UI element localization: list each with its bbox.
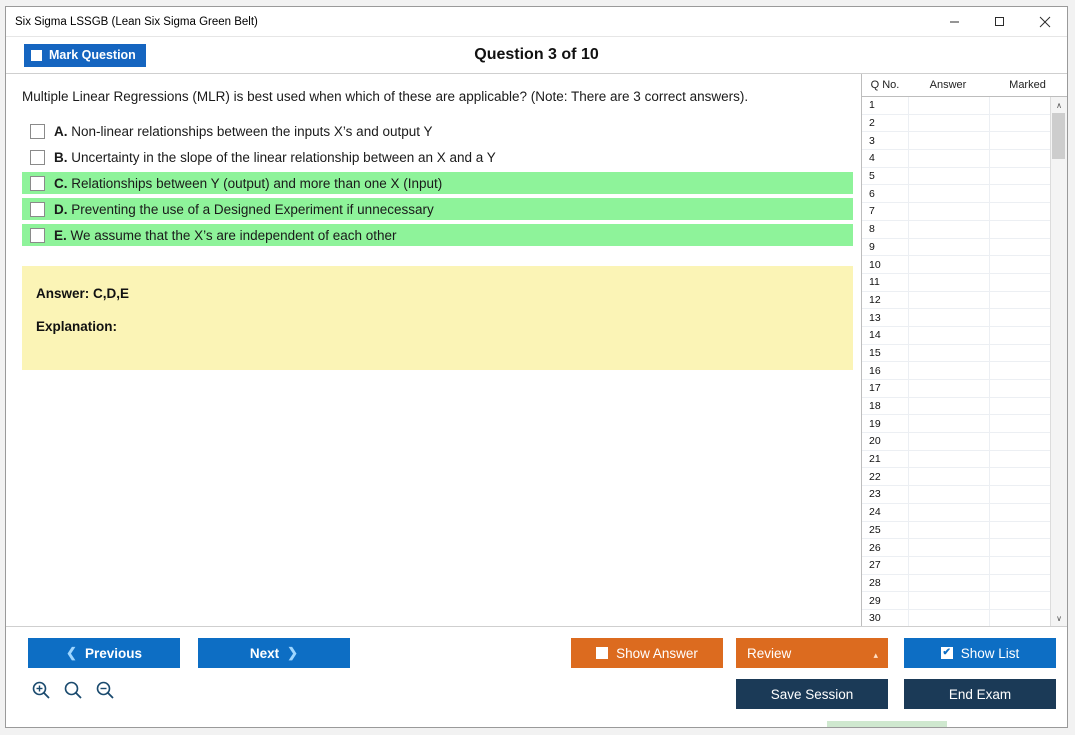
question-list-row[interactable] — [862, 97, 1050, 115]
question-list-row-marked — [989, 486, 1050, 503]
question-list-rows[interactable] — [862, 97, 1050, 626]
question-list-row-number: 25 — [869, 523, 881, 536]
question-list-row-number: 2 — [869, 117, 875, 130]
column-header-qno: Q No. — [870, 79, 900, 91]
question-list-row-answer — [908, 185, 989, 202]
question-list-row-marked — [989, 522, 1050, 539]
question-list-row-number: 26 — [869, 541, 881, 554]
question-list-row-number: 11 — [869, 276, 880, 289]
question-list-row[interactable] — [862, 504, 1050, 522]
question-list-row-number: 15 — [869, 346, 881, 359]
minimize-icon[interactable] — [932, 7, 977, 36]
question-list-row[interactable] — [862, 539, 1050, 557]
question-list-row-answer — [908, 468, 989, 485]
question-list-row-answer — [908, 256, 989, 273]
question-list-row[interactable] — [862, 274, 1050, 292]
option-text-c: Relationships between Y (output) and more than one X (Input) — [71, 175, 443, 191]
question-list-row-marked — [989, 132, 1050, 149]
question-list-row-marked — [989, 592, 1050, 609]
question-list-row-marked — [989, 168, 1050, 185]
show-answer-label: Show Answer — [616, 645, 698, 661]
option-row-c[interactable] — [22, 172, 853, 194]
question-list-row-number: 6 — [869, 187, 875, 200]
question-list-row[interactable] — [862, 185, 1050, 203]
question-list-row[interactable] — [862, 592, 1050, 610]
question-list-row-answer — [908, 610, 989, 626]
question-list-scroll-wrap — [862, 97, 1067, 626]
explanation-label: Explanation: — [36, 319, 118, 335]
options-list — [6, 120, 861, 246]
option-text-a: Non-linear relationships between the inputs X’s and output Y — [71, 123, 433, 139]
question-list-row[interactable] — [862, 203, 1050, 221]
mark-question-button[interactable] — [24, 44, 146, 67]
answer-value: Answer: C,D,E — [36, 286, 130, 302]
end-exam-button[interactable] — [904, 679, 1056, 709]
option-row-d[interactable] — [22, 198, 853, 220]
question-list-row-number: 17 — [869, 382, 881, 395]
option-checkbox-d[interactable] — [30, 202, 45, 217]
zoom-in-icon[interactable] — [30, 679, 52, 701]
title-bar — [6, 7, 1067, 37]
chevron-up-icon: ▴ — [873, 650, 878, 660]
question-list-row-number: 16 — [869, 364, 881, 377]
window-controls — [932, 7, 1067, 36]
question-list-row-marked — [989, 398, 1050, 415]
zoom-out-icon[interactable] — [94, 679, 116, 701]
review-dropdown[interactable] — [736, 638, 888, 668]
question-list-row-marked — [989, 504, 1050, 521]
question-list-row-marked — [989, 415, 1050, 432]
question-list-row-answer — [908, 592, 989, 609]
close-icon[interactable] — [1022, 7, 1067, 36]
question-list-row-number: 27 — [869, 559, 881, 572]
question-list-row-marked — [989, 362, 1050, 379]
previous-button[interactable] — [28, 638, 180, 668]
scrollbar-track[interactable] — [1051, 113, 1067, 610]
question-list-pane — [861, 74, 1067, 626]
question-list-row-number: 22 — [869, 470, 881, 483]
question-list-row-marked — [989, 115, 1050, 132]
question-list-row-number: 3 — [869, 134, 875, 147]
question-list-row-answer — [908, 362, 989, 379]
scrollbar-thumb[interactable] — [1052, 113, 1065, 159]
option-label-a — [54, 124, 433, 139]
question-list-row[interactable] — [862, 486, 1050, 504]
option-letter-c: C. — [54, 175, 68, 191]
question-list-row-marked — [989, 380, 1050, 397]
answer-panel — [22, 266, 853, 370]
column-header-answer: Answer — [929, 79, 967, 91]
question-list-row-answer — [908, 575, 989, 592]
question-list-row-marked — [989, 292, 1050, 309]
header-bar — [6, 37, 1067, 74]
question-list-row-number: 23 — [869, 488, 881, 501]
question-list-row-answer — [908, 327, 989, 344]
question-list-row-number: 24 — [869, 506, 881, 519]
question-list-row-number: 18 — [869, 400, 881, 413]
question-list-row-answer — [908, 433, 989, 450]
question-list-row-answer — [908, 504, 989, 521]
question-list-row[interactable] — [862, 115, 1050, 133]
question-counter-title: Question 3 of 10 — [474, 46, 599, 63]
option-text-b: Uncertainty in the slope of the linear relationship between an X and a Y — [71, 149, 496, 165]
question-list-row-marked — [989, 150, 1050, 167]
question-list-row-marked — [989, 557, 1050, 574]
question-list-row[interactable] — [862, 522, 1050, 540]
option-label-c — [54, 176, 442, 191]
question-list-row[interactable] — [862, 150, 1050, 168]
review-label: Review — [747, 645, 792, 661]
question-list-row-marked — [989, 185, 1050, 202]
question-list-row-number: 14 — [869, 329, 881, 342]
question-list-row[interactable] — [862, 398, 1050, 416]
question-list-row-answer — [908, 203, 989, 220]
question-list-row-answer — [908, 132, 989, 149]
question-list-row-answer — [908, 221, 989, 238]
option-letter-b: B. — [54, 149, 68, 165]
question-list-row[interactable] — [862, 309, 1050, 327]
question-list-row-answer — [908, 451, 989, 468]
question-list-row[interactable] — [862, 345, 1050, 363]
mark-question-label: Mark Question — [49, 48, 136, 62]
question-list-row-answer — [908, 486, 989, 503]
question-list-row-answer — [908, 557, 989, 574]
question-list-row-number: 5 — [869, 170, 875, 183]
question-pane — [6, 74, 861, 626]
body-area — [6, 74, 1067, 626]
question-list-row-marked — [989, 97, 1050, 114]
column-header-marked: Marked — [1009, 79, 1046, 91]
option-checkbox-e[interactable] — [30, 228, 45, 243]
question-list-row[interactable] — [862, 256, 1050, 274]
question-list-row-marked — [989, 309, 1050, 326]
question-list-row-answer — [908, 345, 989, 362]
window-title: Six Sigma LSSGB (Lean Six Sigma Green Belt) — [15, 15, 258, 28]
question-list-row-answer — [908, 115, 989, 132]
question-list-row-answer — [908, 309, 989, 326]
status-strip — [827, 721, 947, 727]
question-list-row-number: 9 — [869, 240, 875, 253]
option-checkbox-b[interactable] — [30, 150, 45, 165]
next-label: Next — [249, 645, 280, 661]
question-list-row-number: 12 — [869, 293, 881, 306]
question-list-header — [862, 74, 1067, 97]
question-list-row-answer — [908, 380, 989, 397]
question-list-row-answer — [908, 168, 989, 185]
next-button[interactable] — [198, 638, 350, 668]
question-list-row-marked — [989, 221, 1050, 238]
question-list-row-answer — [908, 274, 989, 291]
question-list-row[interactable] — [862, 468, 1050, 486]
question-list-scrollbar[interactable] — [1050, 97, 1067, 626]
option-text-d: Preventing the use of a Designed Experiment if unnecessary — [71, 201, 434, 217]
question-list-row-number: 10 — [869, 258, 881, 271]
option-checkbox-c[interactable] — [30, 176, 45, 191]
save-session-button[interactable] — [736, 679, 888, 709]
question-list-row-marked — [989, 433, 1050, 450]
question-list-row-answer — [908, 239, 989, 256]
option-text-e: We assume that the X’s are independent of each other — [70, 227, 397, 243]
question-list-row-answer — [908, 150, 989, 167]
end-exam-label: End Exam — [948, 686, 1012, 702]
question-list-row[interactable] — [862, 451, 1050, 469]
option-label-e — [54, 228, 397, 243]
option-row-a[interactable] — [22, 120, 853, 142]
question-list-row-marked — [989, 327, 1050, 344]
question-text: Multiple Linear Regressions (MLR) is best used when which of these are applicable? (Note: There are 3 correct answers). — [22, 89, 749, 104]
zoom-tools — [30, 679, 116, 701]
question-list-row-number: 21 — [869, 453, 881, 466]
question-list-row[interactable] — [862, 362, 1050, 380]
question-list-row-marked — [989, 203, 1050, 220]
option-letter-e: E. — [54, 227, 67, 243]
question-list-row-marked — [989, 610, 1050, 626]
question-list-row-number: 13 — [869, 311, 881, 324]
option-label-b — [54, 150, 496, 165]
question-list-row[interactable] — [862, 292, 1050, 310]
question-list-row[interactable] — [862, 221, 1050, 239]
question-list-row[interactable] — [862, 433, 1050, 451]
option-letter-a: A. — [54, 123, 68, 139]
question-list-row[interactable] — [862, 132, 1050, 150]
option-letter-d: D. — [54, 201, 68, 217]
show-list-checkbox-icon: ✔ — [942, 647, 951, 658]
question-list-row-number: 19 — [869, 417, 881, 430]
save-session-label: Save Session — [770, 686, 854, 702]
option-row-b[interactable] — [22, 146, 853, 168]
question-list-row-number: 1 — [869, 99, 875, 112]
question-list-row-marked — [989, 256, 1050, 273]
question-list-row-marked — [989, 239, 1050, 256]
option-checkbox-a[interactable] — [30, 124, 45, 139]
scroll-down-icon[interactable]: ∨ — [1051, 610, 1067, 626]
question-list-row-marked — [989, 345, 1050, 362]
option-row-e[interactable] — [22, 224, 853, 246]
question-list-row[interactable] — [862, 327, 1050, 345]
option-label-d — [54, 202, 434, 217]
footer-toolbar — [6, 626, 1067, 727]
question-list-row-answer — [908, 415, 989, 432]
question-list-row-marked — [989, 468, 1050, 485]
show-list-label: Show List — [960, 645, 1020, 661]
show-answer-button[interactable] — [571, 638, 723, 668]
question-list-row-marked — [989, 539, 1050, 556]
question-list-row-number: 28 — [869, 576, 881, 589]
question-list-row-number: 7 — [869, 205, 875, 218]
question-list-row[interactable] — [862, 380, 1050, 398]
question-list-row[interactable] — [862, 168, 1050, 186]
question-list-row-number: 29 — [869, 594, 881, 607]
zoom-reset-icon[interactable] — [62, 679, 84, 701]
question-list-row[interactable] — [862, 610, 1050, 626]
question-list-row-marked — [989, 575, 1050, 592]
question-list-row-number: 30 — [869, 612, 881, 625]
question-list-row-marked — [989, 274, 1050, 291]
scroll-up-icon[interactable]: ∧ — [1051, 97, 1067, 113]
maximize-icon[interactable] — [977, 7, 1022, 36]
question-list-row-answer — [908, 522, 989, 539]
question-list-row-number: 8 — [869, 223, 875, 236]
previous-label: Previous — [84, 645, 142, 661]
previous-chevron-icon: ❮ — [66, 645, 77, 660]
question-list-row[interactable] — [862, 557, 1050, 575]
mark-question-checkbox-icon — [31, 50, 42, 61]
question-list-row-answer — [908, 292, 989, 309]
question-list-row-number: 4 — [869, 152, 875, 165]
question-list-row-answer — [908, 97, 989, 114]
question-list-row[interactable] — [862, 239, 1050, 257]
show-list-button[interactable] — [904, 638, 1056, 668]
question-list-row[interactable] — [862, 415, 1050, 433]
question-list-row-answer — [908, 539, 989, 556]
question-list-row[interactable] — [862, 575, 1050, 593]
exam-window — [5, 6, 1068, 728]
question-list-row-number: 20 — [869, 435, 881, 448]
show-answer-checkbox-icon — [596, 647, 608, 659]
next-chevron-icon: ❯ — [287, 645, 299, 660]
question-list-row-answer — [908, 398, 989, 415]
question-list-row-marked — [989, 451, 1050, 468]
